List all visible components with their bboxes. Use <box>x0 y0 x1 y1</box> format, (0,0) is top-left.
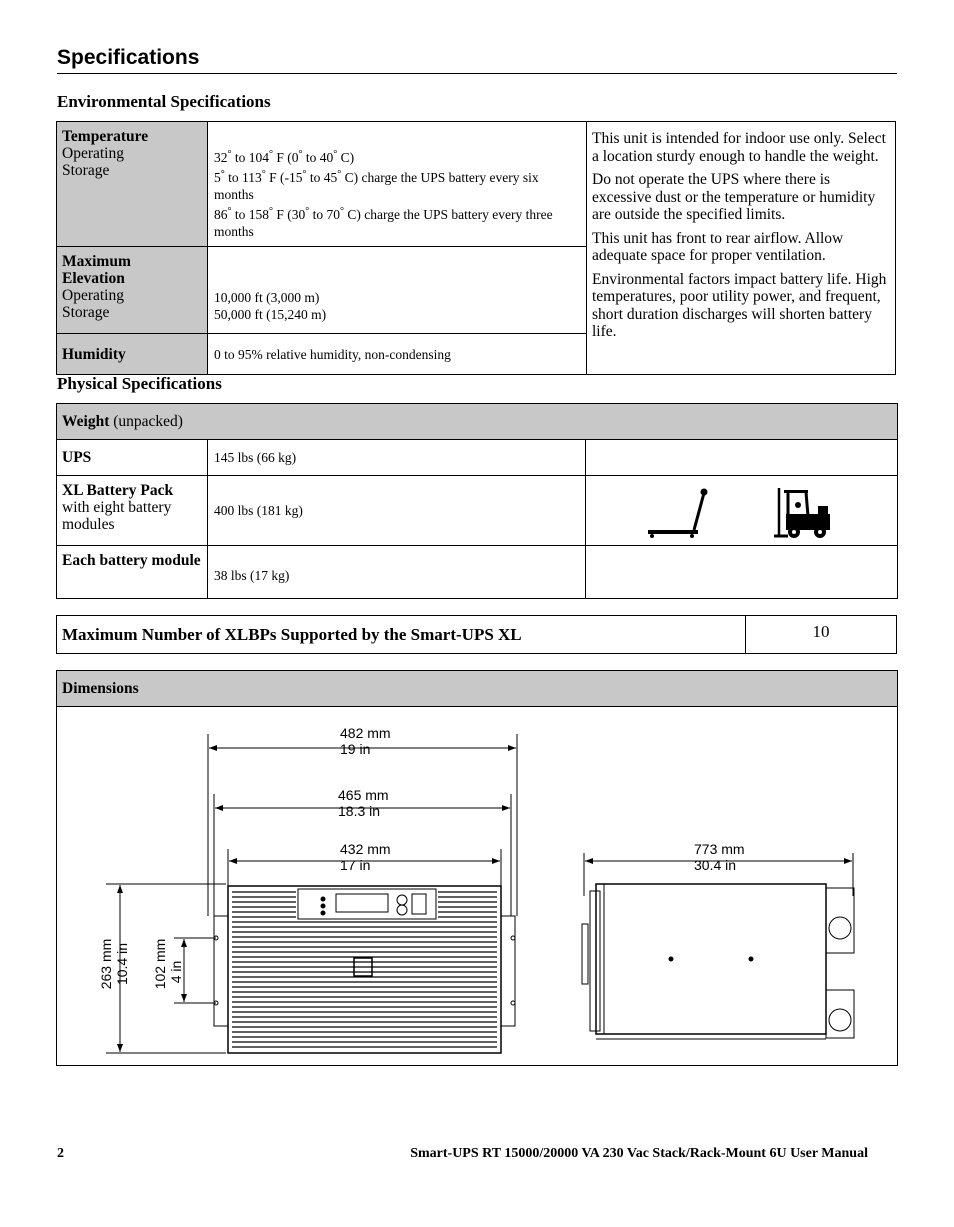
environmental-notes-cell <box>587 122 896 375</box>
xl-battery-label: XL Battery Pack <box>62 482 174 499</box>
width-19-in: 19 in <box>340 741 371 757</box>
xlbp-table <box>56 615 897 654</box>
temperature-value-cell <box>208 122 587 247</box>
xlbp-value: 10 <box>746 616 897 654</box>
dimensions-header-cell <box>57 671 898 707</box>
width-482-mm: 482 mm <box>340 725 391 741</box>
physical-table <box>56 403 898 599</box>
xl-battery-sub: with eight battery modules <box>62 499 172 533</box>
elevation-storage-value: 50,000 ft (15,240 m) <box>214 307 327 322</box>
height-263-mm: 263 mm <box>98 938 114 990</box>
height-102-mm: 102 mm <box>152 938 168 990</box>
temperature-storage-value-1: 5° to 113° F (-15° to 45° C) charge the UPS battery every six months <box>214 169 539 202</box>
ups-label: UPS <box>62 449 92 466</box>
temperature-storage-value-2: 86° to 158° F (30° to 70° C) charge the UPS battery every three months <box>214 206 553 239</box>
temperature-operating-value: 32° to 104° F (0° to 40° C) <box>214 149 355 165</box>
environmental-note-4: Environmental factors impact battery life. High temperatures, poor utility power, and frequent, short duration discharges will shorten battery life. <box>592 270 887 340</box>
temperature-operating-label: Operating <box>62 145 124 162</box>
footer-manual-title: Smart-UPS RT 15000/20000 VA 230 Vac Stack/Rack-Mount 6U User Manual <box>410 1146 868 1161</box>
elevation-label-1: Maximum <box>62 253 131 270</box>
humidity-label: Humidity <box>62 345 126 363</box>
ups-icon-cell <box>586 440 898 476</box>
xl-battery-label-cell <box>57 476 208 546</box>
module-weight-value: 38 lbs (17 kg) <box>208 546 586 599</box>
ups-label-cell <box>57 440 208 476</box>
height-4-in: 4 in <box>168 960 184 984</box>
footer-page-number: 2 <box>57 1146 64 1161</box>
forklift-icon <box>774 488 834 540</box>
weight-header-cell <box>57 404 898 440</box>
weight-suffix: (unpacked) <box>109 413 183 430</box>
pallet-jack-icon <box>646 488 718 538</box>
xlbp-label-cell <box>57 616 746 654</box>
ups-weight-value: 145 lbs (66 kg) <box>208 440 586 476</box>
depth-773-mm: 773 mm <box>694 841 745 857</box>
lifting-icons-cell <box>586 476 898 546</box>
height-10-4-in: 10.4 in <box>114 942 130 986</box>
temperature-label: Temperature <box>62 128 149 145</box>
weight-label: Weight <box>62 413 110 430</box>
environmental-heading: Environmental Specifications <box>57 92 271 111</box>
width-18-3-in: 18.3 in <box>338 803 381 819</box>
title-rule <box>57 73 897 74</box>
module-label-cell <box>57 546 208 599</box>
humidity-label-cell <box>57 334 208 375</box>
environmental-table <box>56 121 896 375</box>
xl-battery-weight-value: 400 lbs (181 kg) <box>208 476 586 546</box>
depth-30-4-in: 30.4 in <box>694 857 737 873</box>
width-465-mm: 465 mm <box>338 787 389 803</box>
temperature-storage-label: Storage <box>62 162 110 179</box>
xlbp-label: Maximum Number of XLBPs Supported by the Smart-UPS XL <box>62 625 522 644</box>
elevation-label-cell <box>57 247 208 334</box>
elevation-operating-value: 10,000 ft (3,000 m) <box>214 290 320 305</box>
module-label: Each battery module <box>62 552 201 569</box>
elevation-label-2: Elevation <box>62 270 125 287</box>
humidity-value: 0 to 95% relative humidity, non-condensing <box>208 334 587 375</box>
page-title: Specifications <box>57 46 200 69</box>
dimensions-heading: Dimensions <box>62 680 139 697</box>
temperature-label-cell <box>57 122 208 247</box>
environmental-note-3: This unit has front to rear airflow. Allow adequate space for proper ventilation. <box>592 229 844 264</box>
module-icon-cell <box>586 546 898 599</box>
environmental-note-2: Do not operate the UPS where there is excessive dust or the temperature or humidity are outside the specified limits. <box>592 171 876 223</box>
environmental-note-1: This unit is intended for indoor use only. Select a location sturdy enough to handle the weight. <box>592 130 886 165</box>
elevation-operating-label: Operating <box>62 287 124 304</box>
elevation-storage-label: Storage <box>62 304 110 321</box>
elevation-value-cell <box>208 247 587 334</box>
physical-heading: Physical Specifications <box>57 374 222 393</box>
width-432-mm: 432 mm <box>340 841 391 857</box>
width-17-in: 17 in <box>340 857 371 873</box>
